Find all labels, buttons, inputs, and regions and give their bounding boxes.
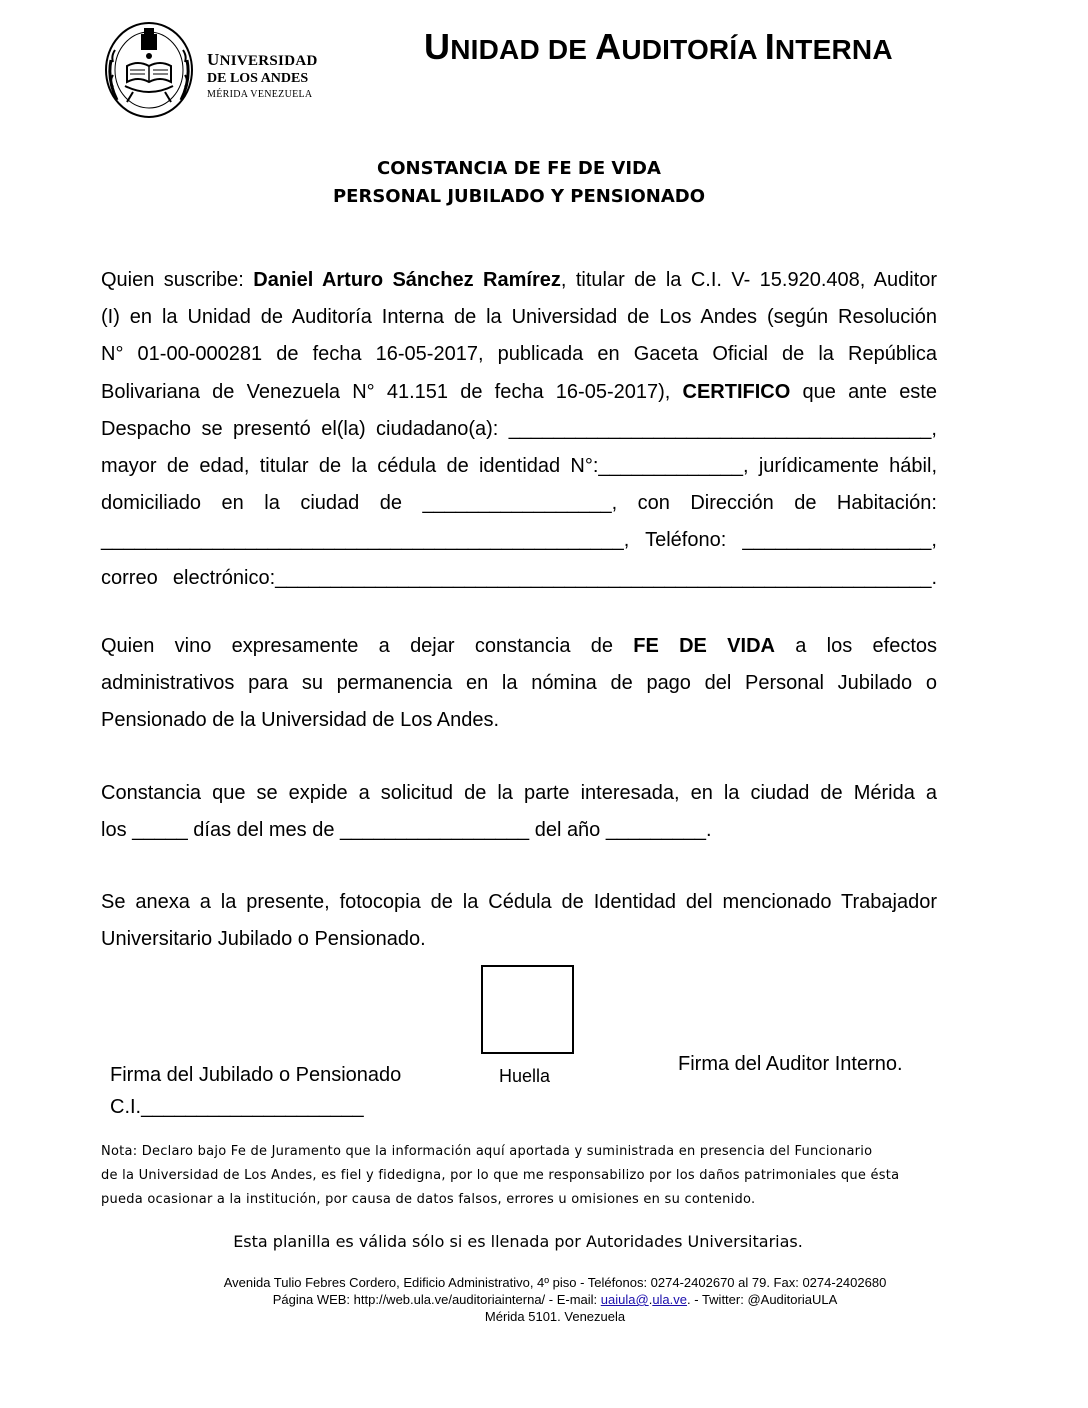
university-name-line2: DE LOS ANDES xyxy=(207,71,309,86)
fingerprint-box[interactable] xyxy=(481,965,574,1054)
id-number-field[interactable]: mayor de edad, titular de la cédula de identidad N°:_____________, jurídicamente hábil, xyxy=(101,454,937,477)
issuance-paragraph xyxy=(101,775,937,849)
text-line: Constancia que se expide a solicitud de la parte interesada, en la ciudad de Mérida a xyxy=(101,782,937,804)
certification-paragraph xyxy=(101,262,937,597)
validity-notice: Esta planilla es válida sólo si es llenada por Autoridades Universitarias. xyxy=(233,1232,803,1251)
unit-title: UNIDAD DE AUDITORÍA INTERNA xyxy=(424,26,893,67)
text-line: Universitario Jubilado o Pensionado. xyxy=(101,928,426,951)
auditor-signature-label: Firma del Auditor Interno. xyxy=(678,1053,903,1075)
note-line: de la Universidad de Los Andes, es fiel y fidedigna, por lo que me responsabilizo por los daños patrimoniales que ésta xyxy=(101,1168,900,1183)
text-line: Bolivariana de Venezuela N° 41.151 de fecha 16-05-2017), CERTIFICO que ante este xyxy=(101,380,937,403)
retiree-signature-label: Firma del Jubilado o Pensionado xyxy=(110,1064,402,1086)
date-fields[interactable]: los _____ días del mes de _________________ del año _________. xyxy=(101,819,712,842)
note-line: Nota: Declaro bajo Fe de Juramento que la información aquí aportada y suministrada en presencia del Funcionario xyxy=(101,1144,873,1159)
text-line: Pensionado de la Universidad de Los Andes. xyxy=(101,709,500,732)
university-location: MÉRIDA VENEZUELA xyxy=(207,89,313,100)
university-name-line1: UNIVERSIDAD xyxy=(207,50,318,69)
email-domain-link[interactable]: ula.ve xyxy=(652,1292,688,1307)
footer-city: Mérida 5101. Venezuela xyxy=(484,1309,626,1324)
citizen-name-field[interactable]: Despacho se presentó el(la) ciudadano(a): ______________________________________, xyxy=(101,417,937,440)
document-title: CONSTANCIA DE FE DE VIDA xyxy=(377,158,661,179)
note-line: pueda ocasionar a la institución, por causa de datos falsos, errores u omisiones en su contenido. xyxy=(101,1192,756,1207)
text-line: Se anexa a la presente, fotocopia de la Cédula de Identidad del mencionado Trabajador xyxy=(101,891,937,913)
sworn-statement-note xyxy=(101,1140,939,1212)
text-line: N° 01-00-000281 de fecha 16-05-2017, publicada en Gaceta Oficial de la República xyxy=(101,343,937,366)
university-seal-logo xyxy=(103,20,195,120)
fingerprint-label: Huella xyxy=(499,1066,551,1086)
text-line: Quien vino expresamente a dejar constancia de FE DE VIDA a los efectos xyxy=(101,635,937,657)
purpose-paragraph xyxy=(101,628,937,740)
email-link[interactable]: uaiula@ xyxy=(600,1292,649,1307)
email-field[interactable]: correo electrónico:___________________________________________________________. xyxy=(101,566,937,589)
text-line: administrativos para su permanencia en la nómina de pago del Personal Jubilado o xyxy=(101,672,937,695)
text-line: (I) en la Unidad de Auditoría Interna de la Universidad de Los Andes (según Resolución xyxy=(101,306,937,329)
city-field[interactable]: domiciliado en la ciudad de _________________, con Dirección de Habitación: xyxy=(101,492,937,515)
footer-address: Avenida Tulio Febres Cordero, Edificio Administrativo, 4º piso - Teléfonos: 0274-2402670 al 79. Fax: 0274-2402680 xyxy=(223,1275,887,1290)
address-phone-field[interactable]: _______________________________________________, Teléfono: _________________, xyxy=(101,529,937,552)
annex-paragraph xyxy=(101,884,937,958)
document-subtitle: PERSONAL JUBILADO Y PENSIONADO xyxy=(332,186,706,207)
footer-contact: Página WEB: http://web.ula.ve/auditoriainterna/ - E-mail: uaiula@.ula.ve. - Twitter: @AuditoriaULA xyxy=(272,1292,838,1307)
text-line: Quien suscribe: Daniel Arturo Sánchez Ramírez, titular de la C.I. V- 15.920.408, Auditor xyxy=(101,269,938,291)
retiree-id-field[interactable]: C.I.____________________ xyxy=(110,1096,364,1118)
